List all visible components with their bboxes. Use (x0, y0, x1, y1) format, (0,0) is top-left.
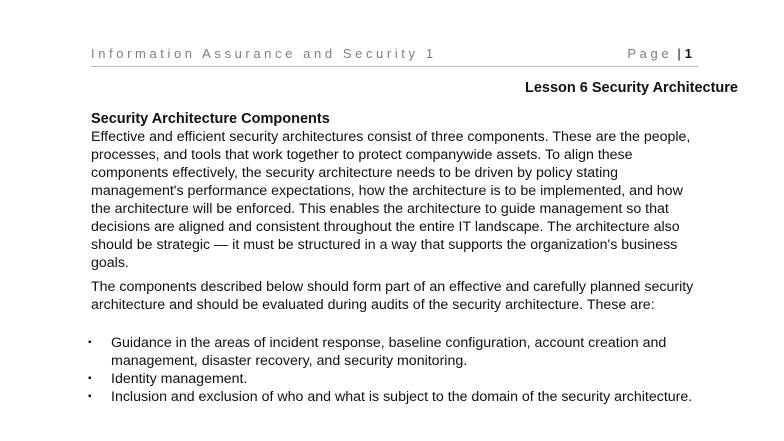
paragraph: The components described below should form part of an effective and carefully planned security architecture and should be evaluated during audits of the security architecture. These are: (91, 279, 694, 313)
list-item (88, 388, 701, 406)
list-item-text: Identity management. (111, 371, 248, 387)
document-body (88, 110, 701, 406)
bullet-icon: ▪ (88, 391, 92, 402)
bullet-list (88, 334, 701, 406)
list-item-text: Guidance in the areas of incident response, baseline configuration, account creation and management, disaster recovery, and security monitoring. (111, 335, 667, 369)
section-heading: Security Architecture Components (91, 111, 330, 127)
list-item (88, 334, 701, 370)
page-header (91, 44, 698, 67)
lesson-title: Lesson 6 Security Architecture (524, 80, 738, 96)
page-label: Page (627, 46, 673, 61)
page-indicator (627, 46, 692, 61)
list-item-text: Inclusion and exclusion of who and what is subject to the domain of the security architecture. (111, 389, 693, 405)
bullet-icon: ▪ (88, 337, 92, 348)
bullet-icon: ▪ (88, 373, 92, 384)
course-title: Information Assurance and Security 1 (91, 46, 437, 61)
list-item (88, 370, 701, 388)
paragraph: Effective and efficient security architectures consist of three components. These are the people, processes, and tools that work together to protect companywide assets. To align these components effectively, the security architecture needs to be driven by policy stating management's performance expectations, how the architecture is to be implemented, and how the architecture will be enforced. This enables the architecture to guide management so that decisions are aligned and consistent throughout the entire IT landscape. The architecture also should be strategic — it must be structured in a way that supports the organization's business goals. (91, 129, 691, 271)
page-number: 1 (684, 46, 692, 61)
page-separator: | (677, 46, 681, 61)
